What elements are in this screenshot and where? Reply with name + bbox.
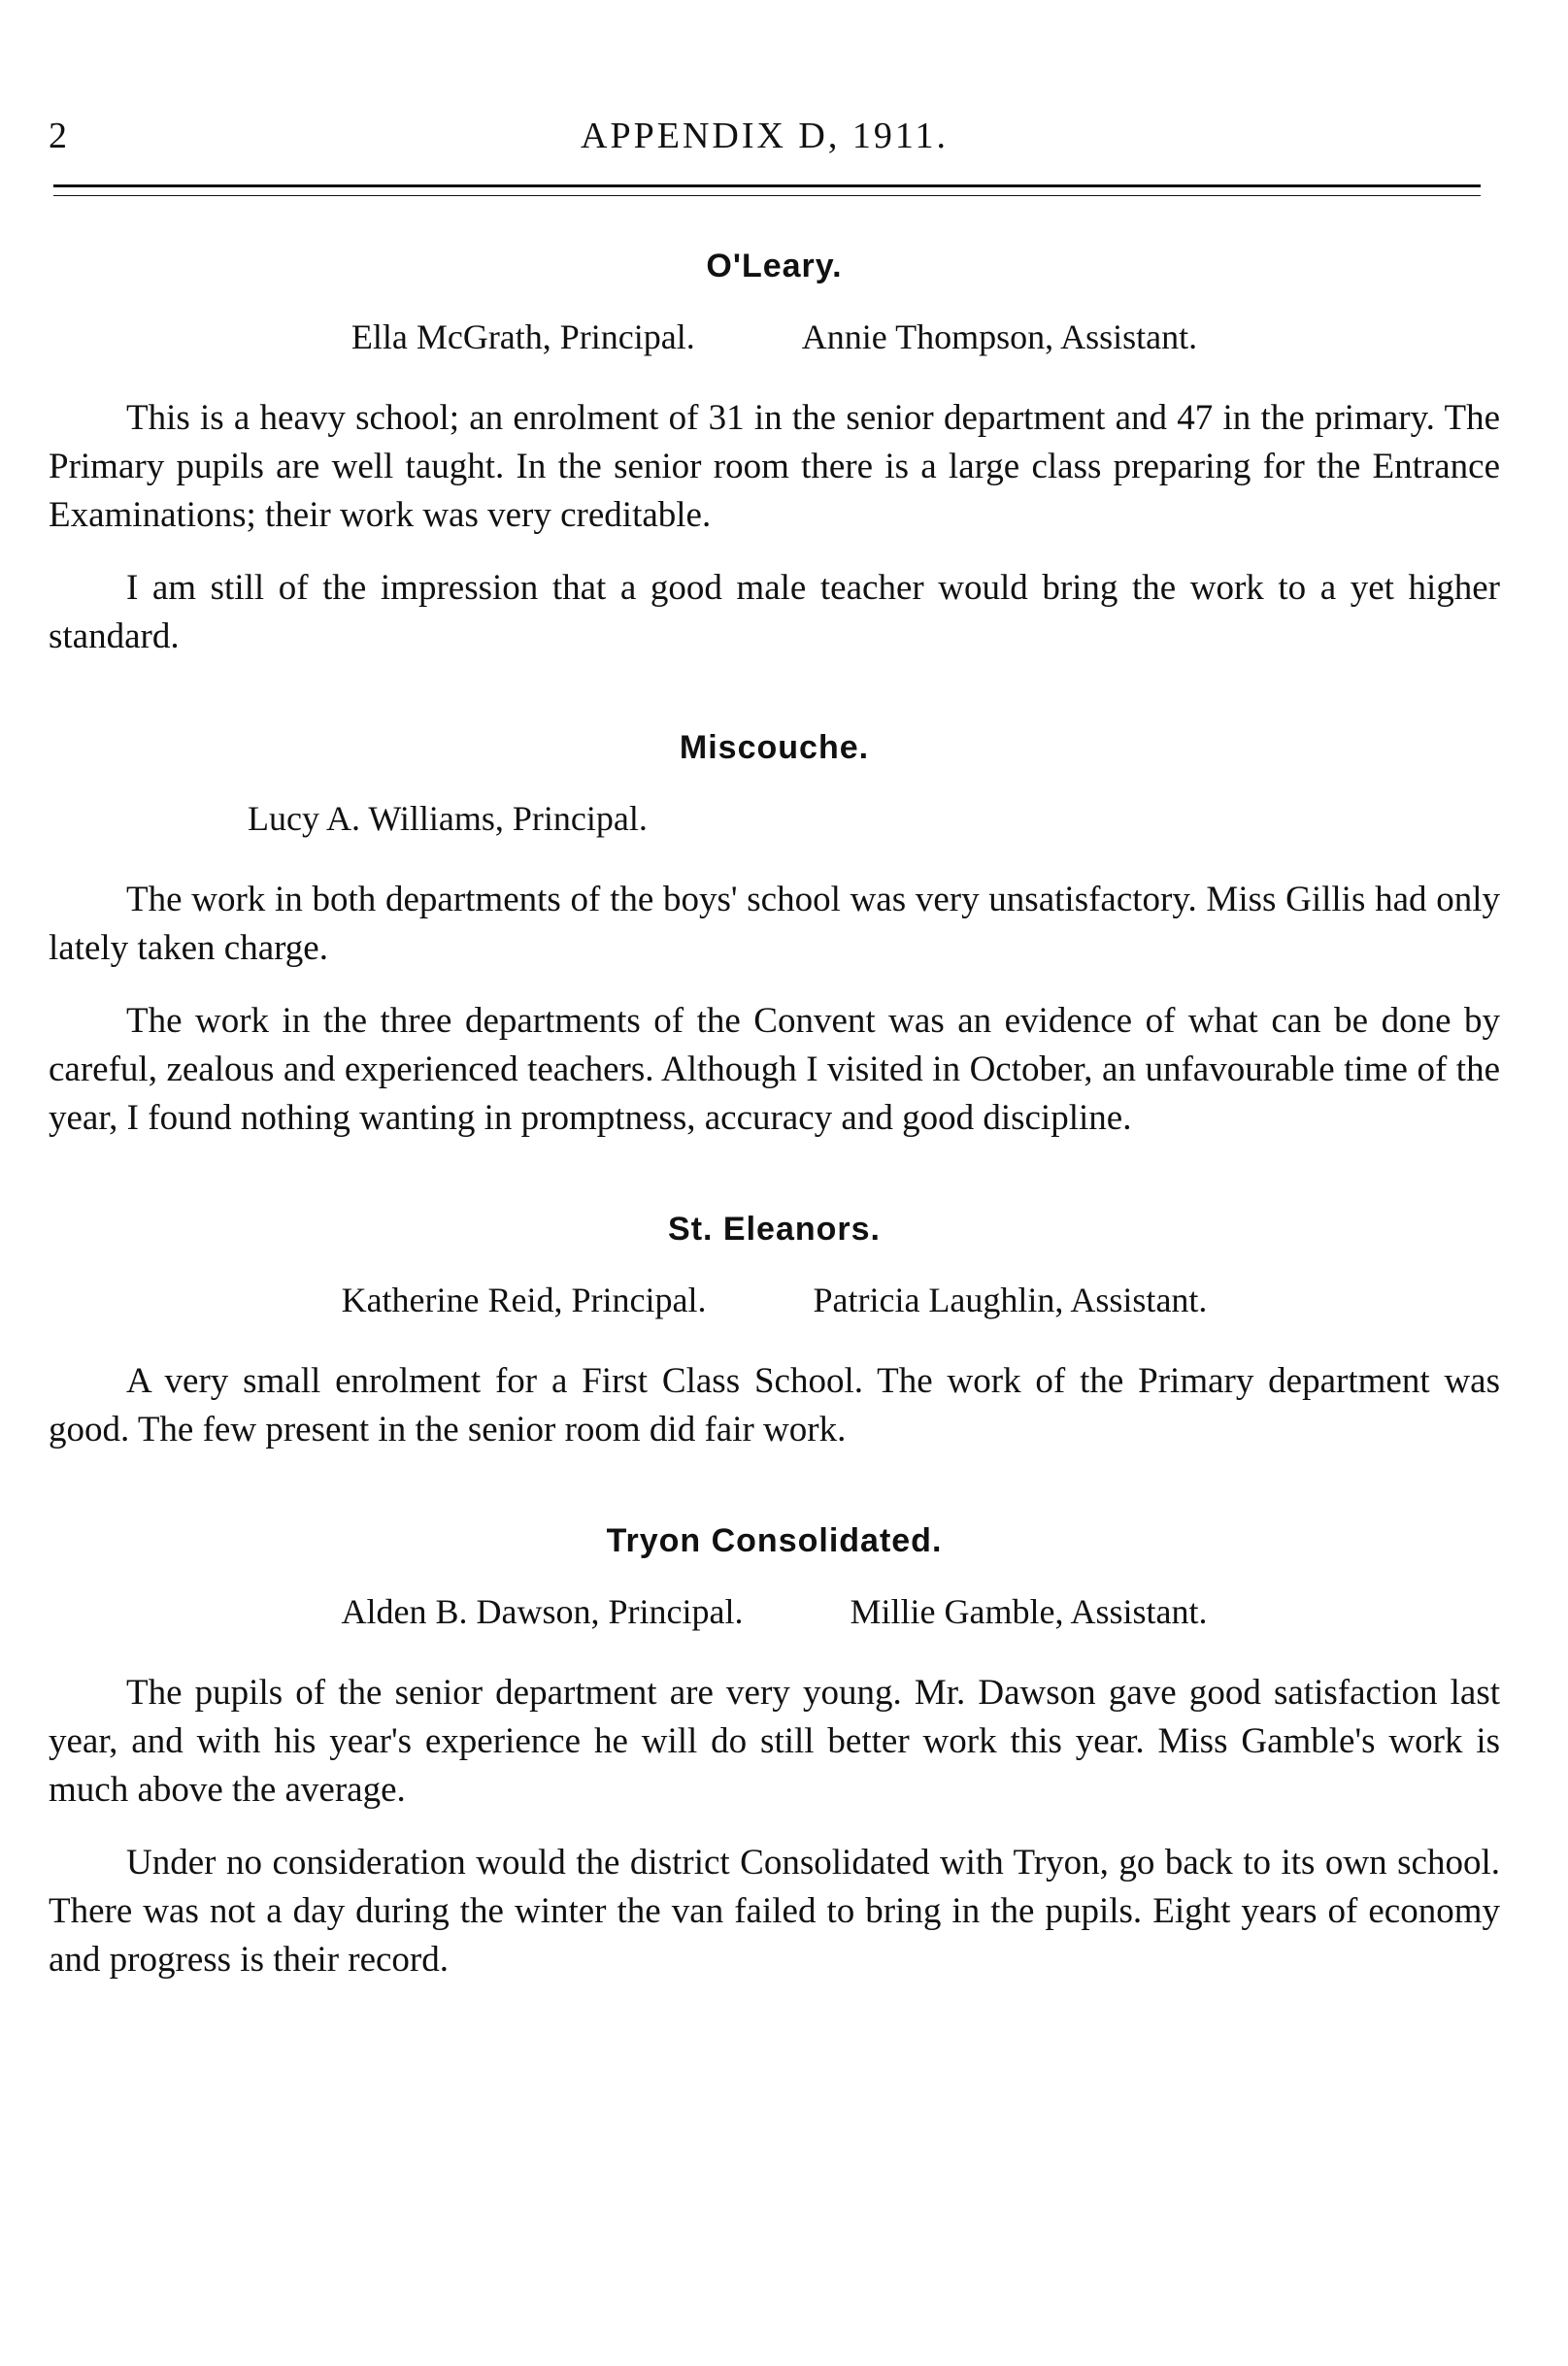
paragraph: I am still of the impression that a good male teacher would bring the work to a yet higher standard. [49, 568, 1500, 656]
staff-line [49, 317, 1500, 357]
school-name: Tryon Consolidated. [606, 1522, 943, 1559]
header-rule [53, 184, 1481, 196]
section-oleary [49, 248, 1500, 661]
section-st-eleanors [49, 1211, 1500, 1454]
staff-line [49, 1591, 1500, 1632]
school-name: Miscouche. [679, 729, 870, 766]
staff-line [49, 1280, 1500, 1320]
school-name: St. Eleanors. [668, 1211, 881, 1248]
paragraph: The pupils of the senior department are very young. Mr. Dawson gave good satisfaction last year, and with his year's experience he will do still better work this year. Miss Gamble's work is much above the average. [49, 1673, 1500, 1810]
paragraph: Under no consideration would the district Consolidated with Tryon, go back to its own school. There was not a day during the winter the van failed to bring in the pupils. Eight years of economy and progress is their record. [49, 1843, 1500, 1980]
principal-name: Katherine Reid, Principal. [341, 1281, 707, 1319]
assistant-name: Millie Gamble, Assistant. [850, 1592, 1208, 1631]
paragraph: The work in the three departments of the Convent was an evidence of what can be done by careful, zealous and experienced teachers. Although I visited in October, an unfavourable time of the year, I found nothing wanting in promptness, accuracy and good discipline. [49, 1001, 1500, 1138]
paragraph: A very small enrolment for a First Class School. The work of the Primary department was good. The few present in the senior room did fair work. [49, 1361, 1500, 1450]
assistant-name: Patricia Laughlin, Assistant. [813, 1281, 1208, 1319]
principal-name: Alden B. Dawson, Principal. [341, 1592, 744, 1631]
section-tryon-consolidated [49, 1522, 1500, 1984]
running-head [49, 115, 1481, 163]
page-number: 2 [49, 116, 68, 156]
section-miscouche [49, 729, 1500, 1143]
assistant-name: Annie Thompson, Assistant. [801, 317, 1198, 356]
principal-name: Ella McGrath, Principal. [350, 317, 695, 356]
paragraph: This is a heavy school; an enrolment of 31 in the senior department and 47 in the primary. The Primary pupils are well taught. In the senior room there is a large class preparing for the Entrance Examinations; their work was very creditable. [49, 398, 1500, 535]
header-title: APPENDIX D, 1911. [581, 116, 949, 156]
principal-name: Lucy A. Williams, Principal. [248, 799, 648, 838]
paragraph: The work in both departments of the boys' school was very unsatisfactory. Miss Gillis had only lately taken charge. [49, 880, 1500, 968]
staff-line [49, 798, 1500, 839]
page-body [49, 248, 1500, 2052]
school-name: O'Leary. [706, 248, 843, 284]
